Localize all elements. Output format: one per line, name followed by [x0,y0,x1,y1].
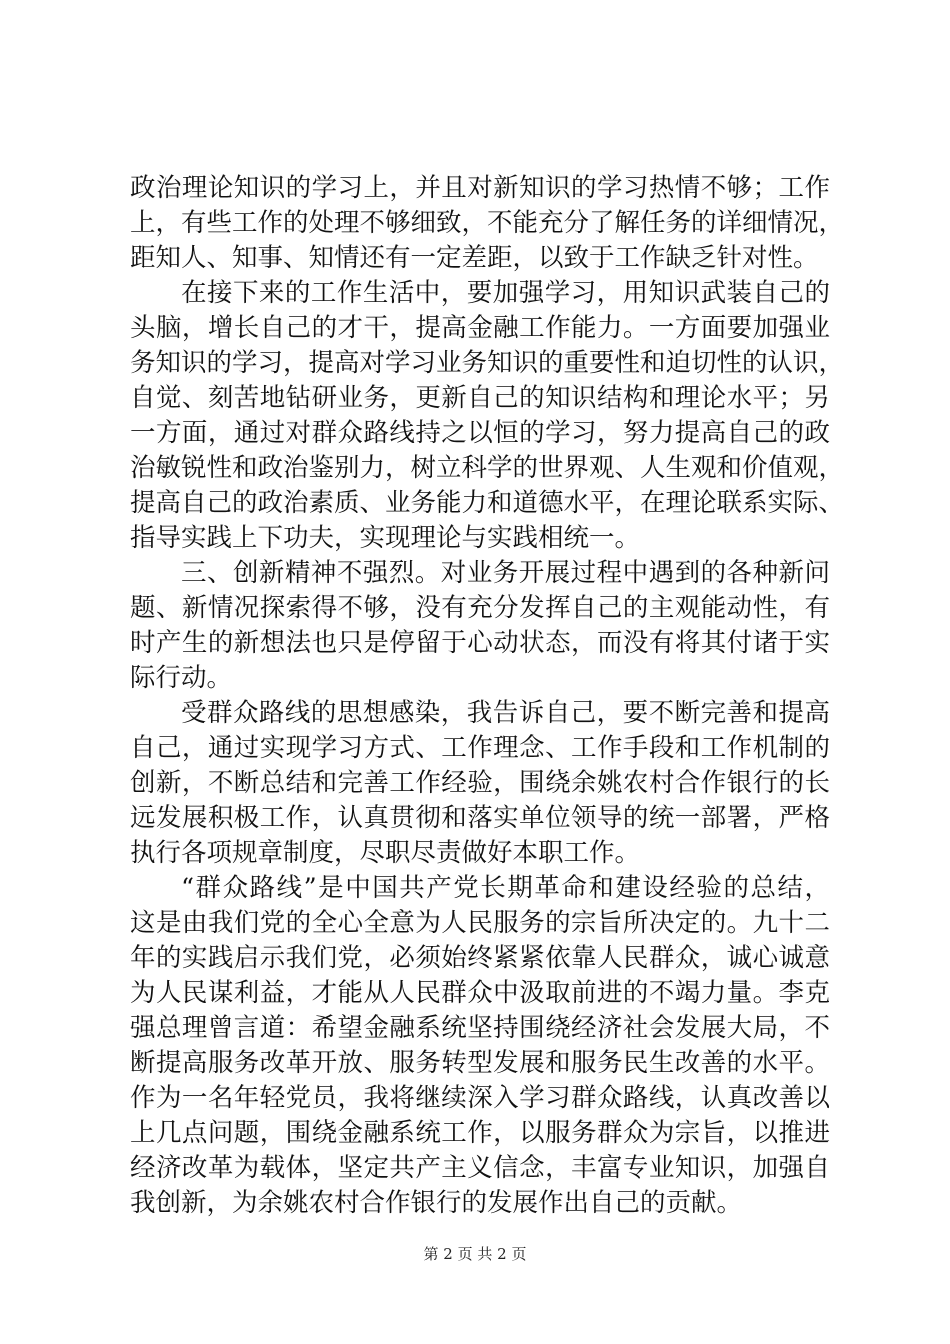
text-line: 在接下来的工作生活中，要加强学习，用知识武装自己的 [181,278,830,308]
text-line: 经济改革为载体，坚定共产主义信念，丰富专业知识，加强自 [130,1153,830,1183]
text-line: 为人民谋利益，才能从人民群众中汲取前进的不竭力量。李克 [130,978,830,1008]
text-line: 头脑，增长自己的才干，提高金融工作能力。一方面要加强业 [130,313,830,343]
text-line: 年的实践启示我们党，必须始终紧紧依靠人民群众，诚心诚意 [130,943,830,973]
text-line: 指导实践上下功夫，实现理论与实践相统一。 [130,523,641,553]
text-line: 作为一名年轻党员，我将继续深入学习群众路线，认真改善以 [130,1083,830,1113]
text-line: 距知人、知事、知情还有一定差距，以致于工作缺乏针对性。 [130,243,819,273]
text-line: 我创新，为余姚农村合作银行的发展作出自己的贡献。 [130,1188,743,1218]
text-line: 自己，通过实现学习方式、工作理念、工作手段和工作机制的 [130,733,830,763]
text-line: 政治理论知识的学习上，并且对新知识的学习热情不够；工作 [130,173,830,203]
text-line: 创新，不断总结和完善工作经验，围绕余姚农村合作银行的长 [130,768,830,798]
document-body [130,171,845,1221]
text-line: 际行动。 [130,663,233,693]
text-line: 执行各项规章制度，尽职尽责做好本职工作。 [130,838,641,868]
text-line: 断提高服务改革开放、服务转型发展和服务民生改善的水平。 [130,1048,830,1078]
text-line: 强总理曾言道：希望金融系统坚持围绕经济社会发展大局，不 [130,1013,830,1043]
text-line: 这是由我们党的全心全意为人民服务的宗旨所决定的。九十二 [130,908,830,938]
text-line: 时产生的新想法也只是停留于心动状态，而没有将其付诸于实 [130,628,830,658]
text-line: 上，有些工作的处理不够细致，不能充分了解任务的详细情况， [130,208,845,238]
text-line: 自觉、刻苦地钻研业务，更新自己的知识结构和理论水平；另 [130,383,830,413]
text-line: 受群众路线的思想感染，我告诉自己，要不断完善和提高 [181,698,830,728]
text-line: 远发展积极工作，认真贯彻和落实单位领导的统一部署，严格 [130,803,830,833]
page-number-footer: 第 2 页 共 2 页 [423,1245,527,1263]
text-line: “群众路线”是中国共产党长期革命和建设经验的总结， [181,873,830,903]
text-line: 三、创新精神不强烈。对业务开展过程中遇到的各种新问 [181,558,830,588]
text-line: 提高自己的政治素质、业务能力和道德水平，在理论联系实际、 [130,488,845,518]
text-line: 题、新情况探索得不够，没有充分发挥自己的主观能动性，有 [130,593,830,623]
text-line: 一方面，通过对群众路线持之以恒的学习，努力提高自己的政 [130,418,830,448]
text-line: 务知识的学习，提高对学习业务知识的重要性和迫切性的认识， [130,348,845,378]
text-line: 上几点问题，围绕金融系统工作，以服务群众为宗旨，以推进 [130,1118,830,1148]
text-line: 治敏锐性和政治鉴别力，树立科学的世界观、人生观和价值观， [130,453,845,483]
